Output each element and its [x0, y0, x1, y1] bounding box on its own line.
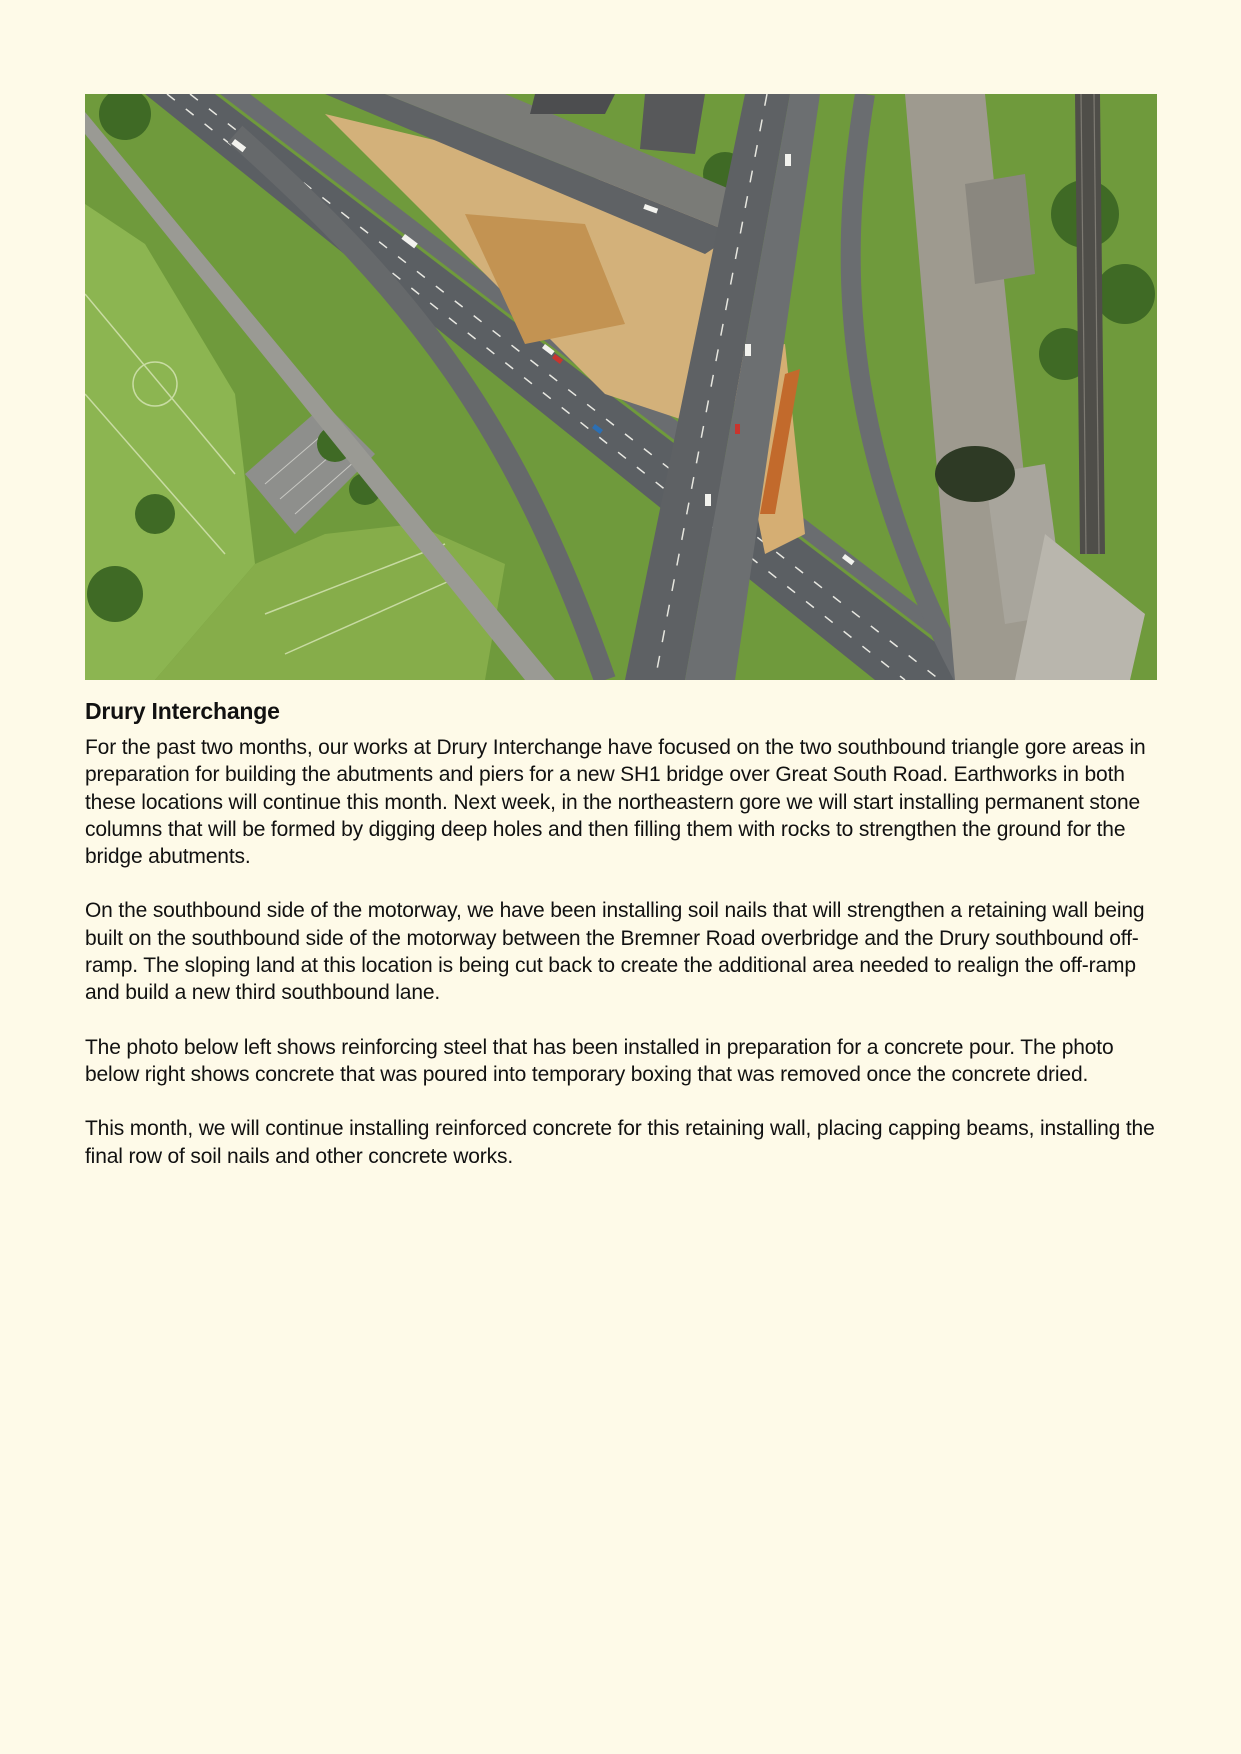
aerial-interchange-photo — [85, 94, 1157, 680]
page-content — [85, 94, 1157, 1170]
paragraph-1: For the past two months, our works at Drury Interchange have focused on the two southbound triangle gore areas in preparation for building the abutments and piers for a new SH1 bridge over Great South Road. Earthworks in both these locations will continue this month. Next week, in the northeastern gore we will start installing permanent stone columns that will be formed by digging deep holes and then filling them with rocks to strengthen the ground for the bridge abutments. — [85, 736, 1146, 869]
paragraph-4: This month, we will continue installing reinforced concrete for this retaining wall, placing capping beams, installing the final row of soil nails and other concrete works. — [85, 1117, 1155, 1168]
paragraph-3: The photo below left shows reinforcing steel that has been installed in preparation for a concrete pour. The photo below right shows concrete that was poured into temporary boxing that was removed once the concrete dried. — [85, 1035, 1114, 1086]
section-title: Drury Interchange — [85, 698, 280, 724]
aerial-photo-illustration — [85, 94, 1157, 680]
paragraph-2: On the southbound side of the motorway, we have been installing soil nails that will strengthen a retaining wall being built on the southbound side of the motorway between the Bremner Road overbridge and the Drury southbound off-ramp. The sloping land at this location is being cut back to create the additional area needed to realign the off-ramp and build a new third southbound lane. — [85, 899, 1145, 1005]
